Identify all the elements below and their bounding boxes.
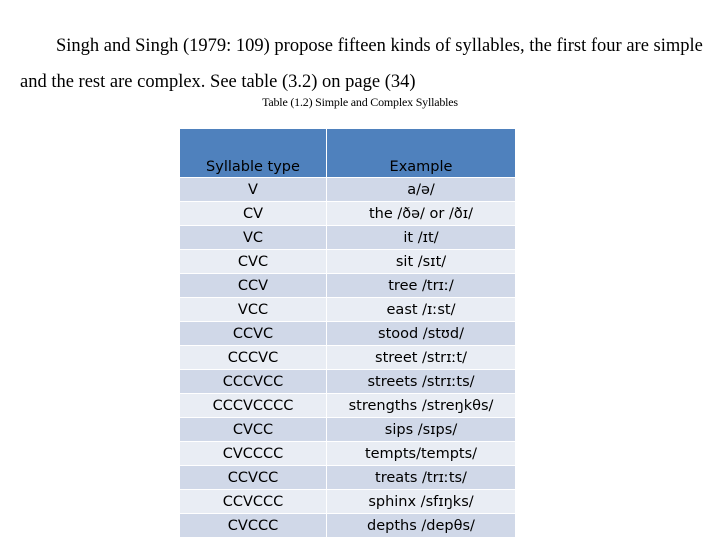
cell-syllable-type: CCVC bbox=[180, 322, 327, 346]
table-row bbox=[180, 490, 516, 514]
cell-syllable-type: CCVCCC bbox=[180, 490, 327, 514]
table-row bbox=[180, 322, 516, 346]
table-row bbox=[180, 370, 516, 394]
table-row bbox=[180, 394, 516, 418]
cell-example: the /ðə/ or /ðɪ/ bbox=[327, 202, 516, 226]
cell-example: sphinx /sfɪŋks/ bbox=[327, 490, 516, 514]
table-row bbox=[180, 514, 516, 538]
table-row bbox=[180, 202, 516, 226]
table-body bbox=[180, 178, 516, 538]
table-row bbox=[180, 346, 516, 370]
cell-syllable-type: V bbox=[180, 178, 327, 202]
cell-example: it /ɪt/ bbox=[327, 226, 516, 250]
cell-example: sips /sɪps/ bbox=[327, 418, 516, 442]
cell-example: sit /sɪt/ bbox=[327, 250, 516, 274]
cell-example: tree /trɪː/ bbox=[327, 274, 516, 298]
table-row bbox=[180, 298, 516, 322]
table-caption: Table (1.2) Simple and Complex Syllables bbox=[262, 95, 458, 109]
header-example: Example bbox=[327, 129, 516, 178]
cell-syllable-type: CCCVC bbox=[180, 346, 327, 370]
cell-example: tempts/tempts/ bbox=[327, 442, 516, 466]
table-row bbox=[180, 226, 516, 250]
table-row bbox=[180, 274, 516, 298]
header-syllable-type: Syllable type bbox=[180, 129, 327, 178]
cell-syllable-type: CVCCC bbox=[180, 514, 327, 538]
body-paragraph bbox=[20, 28, 710, 100]
cell-example: street /strɪːt/ bbox=[327, 346, 516, 370]
cell-syllable-type: VCC bbox=[180, 298, 327, 322]
cell-syllable-type: CCCVCCCC bbox=[180, 394, 327, 418]
cell-syllable-type: CVCCCC bbox=[180, 442, 327, 466]
cell-example: streets /strɪːts/ bbox=[327, 370, 516, 394]
table-row bbox=[180, 442, 516, 466]
cell-syllable-type: CVCC bbox=[180, 418, 327, 442]
cell-syllable-type: CV bbox=[180, 202, 327, 226]
cell-example: depths /depθs/ bbox=[327, 514, 516, 538]
cell-syllable-type: CCVCC bbox=[180, 466, 327, 490]
cell-syllable-type: CVC bbox=[180, 250, 327, 274]
table-row bbox=[180, 178, 516, 202]
cell-example: stood /stʊd/ bbox=[327, 322, 516, 346]
cell-example: east /ɪːst/ bbox=[327, 298, 516, 322]
cell-syllable-type: CCV bbox=[180, 274, 327, 298]
table-header-row bbox=[180, 129, 516, 178]
table-row bbox=[180, 418, 516, 442]
table-row bbox=[180, 250, 516, 274]
cell-syllable-type: VC bbox=[180, 226, 327, 250]
cell-example: a/ə/ bbox=[327, 178, 516, 202]
paragraph-line-1: Singh and Singh (1979: 109) propose fifteen kinds of syllables, the first four are bbox=[56, 36, 649, 56]
cell-syllable-type: CCCVCC bbox=[180, 370, 327, 394]
cell-example: treats /trɪːts/ bbox=[327, 466, 516, 490]
table-row bbox=[180, 466, 516, 490]
syllable-table bbox=[179, 128, 516, 538]
cell-example: strengths /streŋkθs/ bbox=[327, 394, 516, 418]
paragraph-line-2: simple and the rest are complex. See table (3.2) on page (34) bbox=[20, 36, 703, 92]
